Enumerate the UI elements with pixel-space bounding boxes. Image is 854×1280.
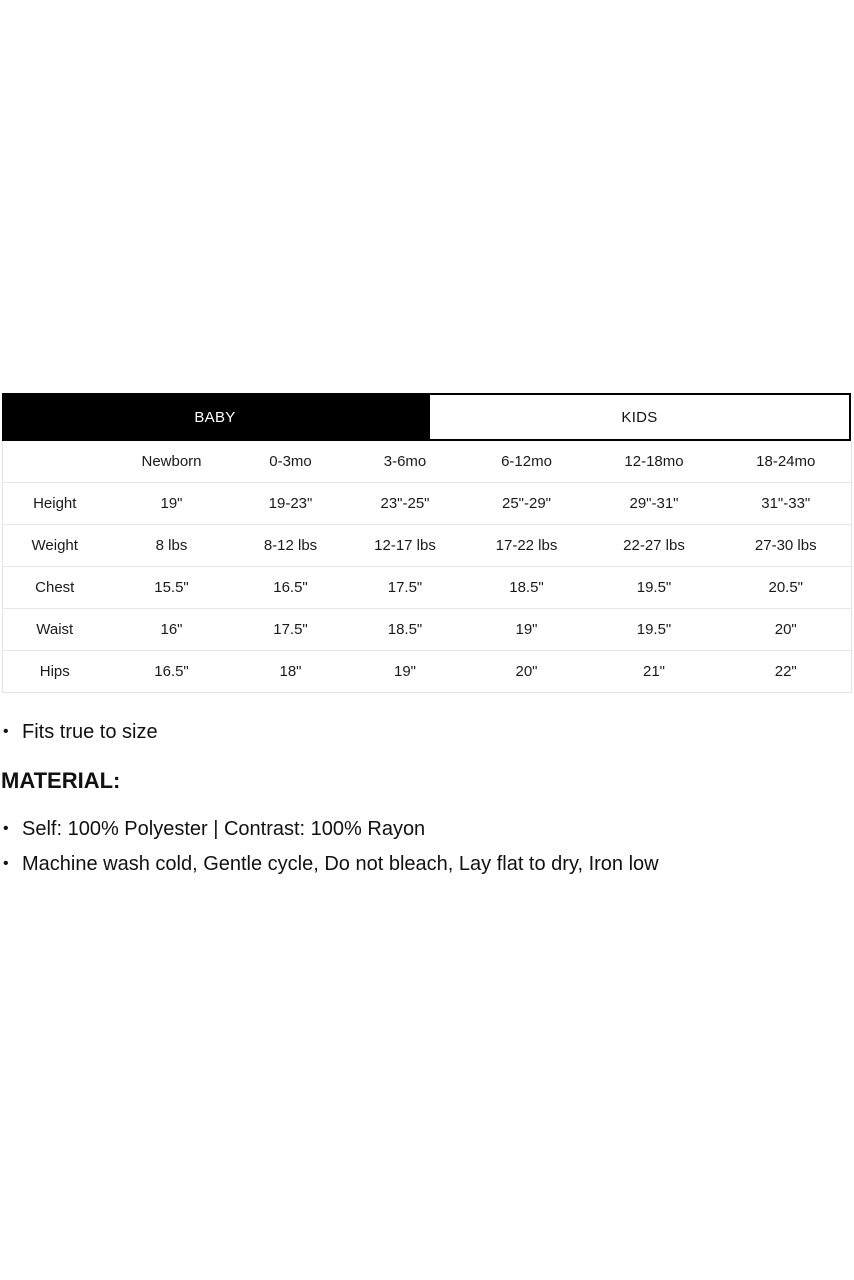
- table-row: [3, 525, 852, 567]
- row-label: Waist: [3, 609, 107, 651]
- tab-baby[interactable]: BABY: [2, 393, 428, 441]
- column-header: 0-3mo: [237, 441, 345, 483]
- table-row: [3, 609, 852, 651]
- table-cell: 8 lbs: [107, 525, 237, 567]
- column-header: 12-18mo: [588, 441, 721, 483]
- list-item: [0, 815, 659, 850]
- table-cell: 22": [774, 663, 797, 680]
- table-cell: 16.5": [154, 663, 189, 680]
- table-cell: 19-23": [237, 483, 345, 525]
- tab-kids[interactable]: KIDS: [428, 393, 851, 441]
- table-cell: 18": [279, 663, 302, 680]
- bullet-icon: •: [3, 855, 9, 872]
- table-cell: 12-17 lbs: [345, 525, 466, 567]
- table-cell: 18.5": [466, 567, 588, 609]
- list-item: [0, 718, 158, 753]
- table-row: [3, 483, 852, 525]
- bullet-icon: •: [3, 723, 9, 740]
- size-table: [2, 441, 852, 693]
- table-cell: 19.5": [588, 567, 721, 609]
- table-cell: 15.5": [107, 567, 237, 609]
- material-item-text: Self: 100% Polyester | Contrast: 100% Rayon: [22, 818, 426, 840]
- table-cell: 17-22 lbs: [466, 525, 588, 567]
- table-cell: 16": [107, 609, 237, 651]
- table-cell: 20": [721, 609, 852, 651]
- material-list: [0, 815, 659, 885]
- table-cell: 23"-25": [345, 483, 466, 525]
- table-cell: 8-12 lbs: [237, 525, 345, 567]
- table-row: [3, 651, 852, 693]
- row-label: Height: [3, 483, 107, 525]
- table-cell: 19": [393, 663, 416, 680]
- column-header: 6-12mo: [466, 441, 588, 483]
- size-chart: [2, 393, 851, 693]
- table-cell: 19": [466, 609, 588, 651]
- column-header: [3, 441, 107, 483]
- fit-note-text: Fits true to size: [22, 721, 158, 743]
- table-cell: 20.5": [721, 567, 852, 609]
- material-heading: MATERIAL:: [1, 768, 121, 793]
- table-cell: 20": [515, 663, 538, 680]
- table-cell: 19": [107, 483, 237, 525]
- table-cell: 17.5": [237, 609, 345, 651]
- row-label: Hips: [39, 663, 70, 680]
- table-header-row: [3, 441, 852, 483]
- table-row: [3, 567, 852, 609]
- table-cell: 22-27 lbs: [588, 525, 721, 567]
- list-item: [0, 850, 659, 885]
- column-header: Newborn: [107, 441, 237, 483]
- table-cell: 25"-29": [466, 483, 588, 525]
- row-label: Chest: [3, 567, 107, 609]
- table-cell: 21": [642, 663, 665, 680]
- size-chart-tabs: [2, 393, 851, 441]
- column-header: 3-6mo: [345, 441, 466, 483]
- table-cell: 16.5": [237, 567, 345, 609]
- material-item-text: Machine wash cold, Gentle cycle, Do not bleach, Lay flat to dry, Iron low: [22, 853, 659, 875]
- bullet-icon: •: [3, 820, 9, 837]
- table-cell: 17.5": [345, 567, 466, 609]
- row-label: Weight: [3, 525, 107, 567]
- table-cell: 18.5": [345, 609, 466, 651]
- table-cell: 31"-33": [721, 483, 852, 525]
- fit-notes-list: [0, 718, 158, 753]
- table-cell: 27-30 lbs: [721, 525, 852, 567]
- column-header: 18-24mo: [721, 441, 852, 483]
- table-cell: 19.5": [588, 609, 721, 651]
- table-cell: 29"-31": [588, 483, 721, 525]
